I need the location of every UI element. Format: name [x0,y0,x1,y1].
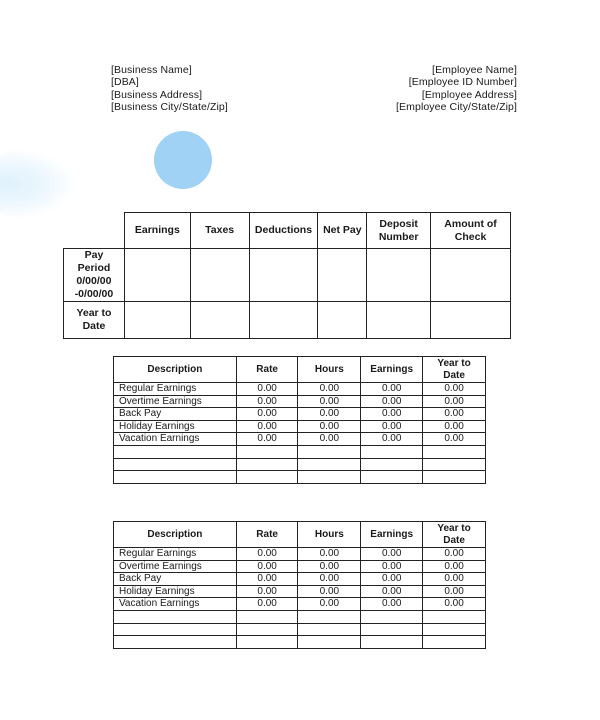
detail-col-rate: Rate [236,522,298,548]
blank-row [114,636,486,649]
summary-col-deposit-number: Deposit Number [367,213,431,249]
blank-row [114,445,486,458]
blank-row [114,471,486,484]
row-rate: 0.00 [236,573,298,586]
summary-col-net-pay: Net Pay [318,213,367,249]
row-earnings: 0.00 [361,395,423,408]
table-row [114,433,486,446]
row-description: Back Pay [114,573,237,586]
detail-col-rate: Rate [236,357,298,383]
row-rate: 0.00 [236,433,298,446]
table-row [114,560,486,573]
row-description: Vacation Earnings [114,598,237,611]
row-description: Holiday Earnings [114,420,237,433]
row-description: Holiday Earnings [114,585,237,598]
summary-cell [318,302,367,339]
blank-row [114,610,486,623]
summary-corner-cell [64,213,125,249]
row-description: Vacation Earnings [114,433,237,446]
row-earnings: 0.00 [361,383,423,396]
row-earnings: 0.00 [361,433,423,446]
summary-col-earnings: Earnings [124,213,190,249]
row-year-to-date: 0.00 [423,433,486,446]
logo-placeholder-circle [154,131,212,189]
summary-cell [249,249,318,302]
summary-cell [190,249,249,302]
detail-header-row [114,357,486,383]
row-year-to-date: 0.00 [423,420,486,433]
table-row [114,573,486,586]
row-rate: 0.00 [236,548,298,561]
business-address: [Business Address] [111,88,203,101]
summary-col-deductions: Deductions [249,213,318,249]
employee-address: [Employee Address] [421,88,517,101]
row-hours: 0.00 [298,408,361,421]
row-hours: 0.00 [298,383,361,396]
row-earnings: 0.00 [361,573,423,586]
row-rate: 0.00 [236,408,298,421]
summary-row-year-to-date [64,302,511,339]
summary-cell [367,249,431,302]
blank-row [114,458,486,471]
row-earnings: 0.00 [361,585,423,598]
row-year-to-date: 0.00 [423,560,486,573]
business-info [111,64,228,113]
detail-col-earnings: Earnings [361,522,423,548]
summary-cell [124,302,190,339]
summary-row-label: Year to Date [64,302,125,339]
edge-glow-decoration [0,148,78,220]
employee-id-number: [Employee ID Number] [408,76,517,89]
row-description: Back Pay [114,408,237,421]
row-hours: 0.00 [298,560,361,573]
summary-cell [431,302,511,339]
pay-summary-table [63,212,511,339]
summary-cell [249,302,318,339]
business-dba: [DBA] [111,76,139,89]
row-description: Overtime Earnings [114,560,237,573]
summary-row-label: Pay Period 0/00/00 -0/00/00 [64,249,125,302]
table-row [114,383,486,396]
table-row [114,548,486,561]
detail-col-description: Description [114,357,237,383]
detail-header-row [114,522,486,548]
earnings-detail-table-2 [113,521,486,649]
row-hours: 0.00 [298,573,361,586]
detail-col-description: Description [114,522,237,548]
row-rate: 0.00 [236,585,298,598]
row-rate: 0.00 [236,395,298,408]
employee-name: [Employee Name] [432,64,517,76]
blank-row [114,623,486,636]
detail-col-hours: Hours [298,522,361,548]
row-earnings: 0.00 [361,548,423,561]
summary-col-taxes: Taxes [190,213,249,249]
row-year-to-date: 0.00 [423,408,486,421]
summary-cell [318,249,367,302]
summary-cell [367,302,431,339]
row-year-to-date: 0.00 [423,383,486,396]
row-earnings: 0.00 [361,598,423,611]
employee-info [396,64,517,113]
table-row [114,408,486,421]
row-year-to-date: 0.00 [423,395,486,408]
summary-col-amount-of-check: Amount of Check [431,213,511,249]
row-rate: 0.00 [236,383,298,396]
detail-col-year-to-date: Year to Date [423,522,486,548]
row-description: Regular Earnings [114,548,237,561]
row-hours: 0.00 [298,598,361,611]
row-description: Overtime Earnings [114,395,237,408]
row-hours: 0.00 [298,585,361,598]
summary-cell [431,249,511,302]
row-year-to-date: 0.00 [423,548,486,561]
business-city-state-zip: [Business City/State/Zip] [111,100,228,113]
row-hours: 0.00 [298,433,361,446]
earnings-detail-table-1 [113,356,486,484]
row-earnings: 0.00 [361,560,423,573]
row-hours: 0.00 [298,420,361,433]
row-description: Regular Earnings [114,383,237,396]
business-name: [Business Name] [111,64,192,76]
row-year-to-date: 0.00 [423,585,486,598]
detail-col-year-to-date: Year to Date [423,357,486,383]
summary-header-row [64,213,511,249]
summary-row-pay-period [64,249,511,302]
row-rate: 0.00 [236,560,298,573]
row-rate: 0.00 [236,598,298,611]
table-row [114,395,486,408]
row-hours: 0.00 [298,395,361,408]
row-year-to-date: 0.00 [423,598,486,611]
row-earnings: 0.00 [361,408,423,421]
summary-cell [124,249,190,302]
summary-cell [190,302,249,339]
row-rate: 0.00 [236,420,298,433]
detail-col-hours: Hours [298,357,361,383]
row-hours: 0.00 [298,548,361,561]
table-row [114,598,486,611]
row-year-to-date: 0.00 [423,573,486,586]
table-row [114,585,486,598]
row-earnings: 0.00 [361,420,423,433]
table-row [114,420,486,433]
detail-col-earnings: Earnings [361,357,423,383]
employee-city-state-zip: [Employee City/State/Zip] [396,100,517,113]
